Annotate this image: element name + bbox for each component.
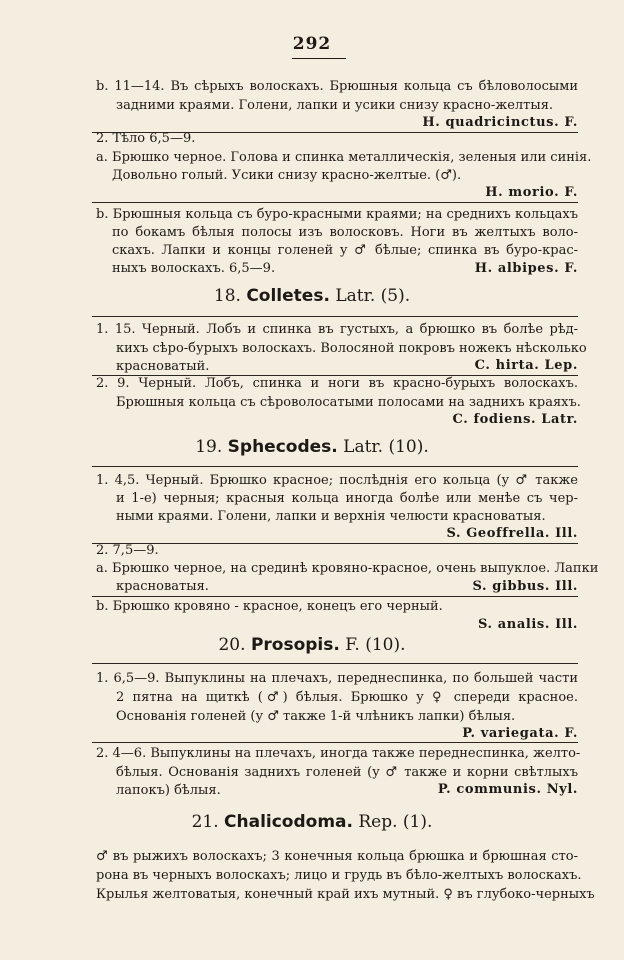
genus-number: 18. [213, 286, 241, 306]
key-line: 1. 15. Черный. Лобъ и спинка въ густыхъ, а брюшко въ болѣе рѣд- [96, 322, 578, 337]
genus-author: Latr. (10). [343, 437, 429, 457]
divider [92, 742, 578, 743]
key-line: b. 11—14. Въ сѣрыхъ волоскахъ. Брюшныя кольца съ бѣловолосыми [96, 79, 578, 94]
species-name: S. analis. Ill. [477, 617, 578, 632]
key-line: красноватыя. [116, 579, 209, 594]
key-line: b. Брюшныя кольца съ буро-красными краями; на среднихъ кольцахъ [96, 207, 578, 222]
key-line: 1. 6,5—9. Выпуклины на плечахъ, переднеспинка, по большей части [96, 671, 578, 686]
species-name: P. variegata. F. [462, 726, 578, 741]
key-line: 1. 4,5. Черный. Брюшко красное; послѣднія его кольца (у ♂ также [96, 473, 578, 488]
genus-number: 19. [195, 437, 223, 457]
key-line: a. Брюшко черное, на срединѣ кровяно-красное, очень выпуклое. Лапки [96, 561, 599, 576]
key-line: 2. 7,5—9. [96, 543, 159, 558]
key-line: Довольно голый. Усики снизу красно-желтые. (♂). [112, 168, 462, 183]
species-name: C. fodiens. Latr. [452, 412, 578, 427]
genus-name: Sphecodes. [227, 437, 338, 457]
species-name: P. communis. Nyl. [437, 782, 578, 797]
key-line: a. Брюшко черное. Голова и спинка металлическія, зеленыя или синія. [96, 150, 592, 165]
species-name: H. morio. F. [485, 185, 578, 200]
genus-heading [0, 437, 624, 457]
genus-number: 20. [218, 635, 246, 655]
key-line: Крылья желтоватыя, конечный край ихъ мутный. ♀ въ глубоко-черныхъ [96, 887, 595, 902]
genus-name: Prosopis. [250, 635, 340, 655]
key-line: лапокъ) бѣлыя. [116, 783, 221, 798]
genus-author: Rep. (1). [358, 812, 433, 832]
key-line: кихъ сѣро-бурыхъ волоскахъ. Волосяной покровъ ножекъ нѣсколько [116, 341, 587, 356]
genus-heading [0, 635, 624, 655]
page-number-underline [292, 58, 346, 59]
divider [92, 316, 578, 317]
key-line: скахъ. Лапки и концы голеней у ♂ бѣлые; спинка въ буро-крас- [112, 243, 578, 258]
key-line: задними краями. Голени, лапки и усики снизу красно-желтыя. [116, 98, 554, 113]
species-name: S. gibbus. Ill. [472, 579, 578, 594]
key-line: рона въ черныхъ волоскахъ; лицо и грудь въ бѣло-желтыхъ волоскахъ. [96, 868, 582, 883]
key-line: и 1-е) черныя; красныя кольца иногда болѣе или менѣе съ чер- [116, 491, 578, 506]
page-number: 292 [292, 34, 332, 54]
key-line: 2. Тѣло 6,5—9. [96, 131, 196, 146]
key-line: ными краями. Голени, лапки и верхнія челюсти красноватыя. [116, 509, 546, 524]
genus-name: Colletes. [246, 286, 330, 306]
species-name: S. Geoffrella. Ill. [446, 526, 578, 541]
genus-heading [0, 286, 624, 306]
key-line: бѣлыя. Основанія заднихъ голеней (у ♂ также и корни свѣтлыхъ [116, 765, 578, 780]
key-line: Основанія голеней (у ♂ также 1-й члѣникъ лапки) бѣлыя. [116, 709, 516, 724]
key-line: ♂ въ рыжихъ волоскахъ; 3 конечныя кольца брюшка и брюшная сто- [96, 849, 578, 864]
genus-author: F. (10). [345, 635, 406, 655]
key-line: b. Брюшко кровяно - красное, конецъ его черный. [96, 599, 443, 614]
genus-author: Latr. (5). [335, 286, 411, 306]
species-name: C. hirta. Lep. [474, 358, 578, 373]
divider [92, 202, 578, 203]
key-line: Брюшныя кольца съ сѣроволосатыми полосами на заднихъ краяхъ. [116, 395, 581, 410]
species-name: H. albipes. F. [474, 261, 578, 276]
genus-number: 21. [191, 812, 219, 832]
key-line: 2. 4—6. Выпуклины на плечахъ, иногда также переднеспинка, желто- [96, 746, 581, 761]
divider [92, 663, 578, 664]
key-line: красноватый. [116, 359, 210, 374]
genus-heading [0, 812, 624, 832]
genus-name: Chalicodoma. [224, 812, 353, 832]
key-line: ныхъ волоскахъ. 6,5—9. [112, 261, 276, 276]
species-name: H. quadricinctus. F. [422, 115, 578, 130]
key-line: по бокамъ бѣлыя полосы изъ волосковъ. Ноги въ желтыхъ воло- [112, 225, 578, 240]
key-line: 2. 9. Черный. Лобъ, спинка и ноги въ красно-бурыхъ волоскахъ. [96, 376, 578, 391]
divider [92, 466, 578, 467]
key-line: 2 пятна на щиткѣ (♂) бѣлыя. Брюшко у ♀ спереди красное. [116, 690, 578, 705]
